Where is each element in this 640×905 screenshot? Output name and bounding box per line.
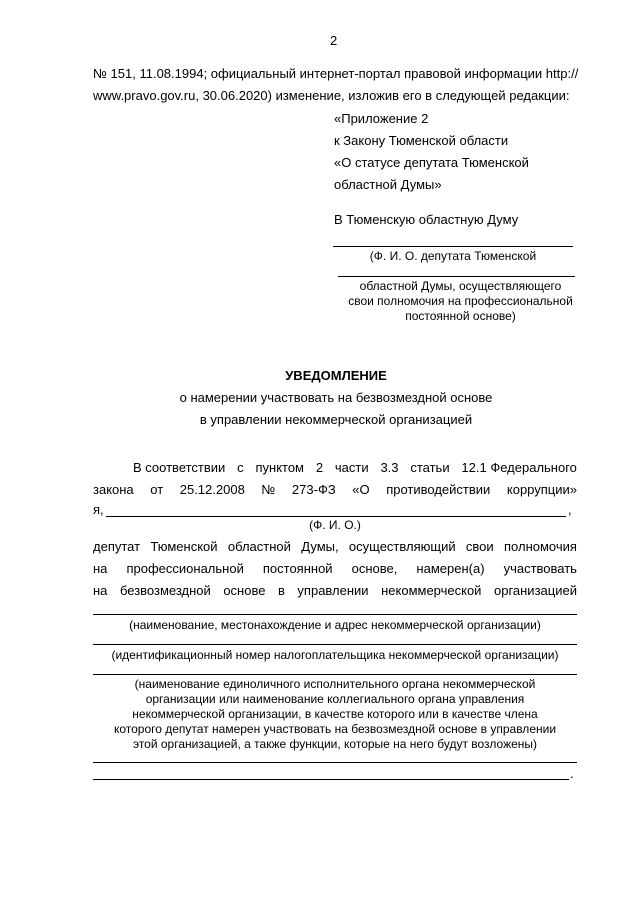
addressee-line: В Тюменскую областную Думу: [334, 212, 519, 227]
body-word: участвовать: [503, 561, 577, 576]
body-word: основе,: [351, 561, 398, 576]
org-body-caption-2: организации или наименование коллегиального органа управления: [145, 692, 525, 706]
intro-line-2: www.pravo.gov.ru, 30.06.2020) изменение, изложив его в следующей редакции:: [93, 88, 570, 103]
body-word: противодействии: [386, 482, 491, 497]
org-inn-caption: (идентификационный номер налогоплательщика некоммерческой организации): [111, 648, 559, 662]
body-word: Думы,: [301, 539, 339, 554]
body-word: статьи: [410, 460, 450, 475]
org-name-caption: (наименование, местонахождение и адрес некоммерческой организации): [129, 618, 541, 632]
body-word: областной: [227, 539, 291, 554]
body-word: с: [237, 460, 244, 475]
body-word: на: [93, 583, 108, 598]
body-word: В соответствии: [133, 460, 226, 475]
notice-subtitle-1: о намерении участвовать на безвозмездной основе: [179, 390, 493, 405]
notice-title: УВЕДОМЛЕНИЕ: [285, 368, 387, 383]
deputy-name-line-2: [338, 276, 575, 277]
intro-line-1: № 151, 11.08.1994; официальный интернет-портал правовой информации http://: [93, 66, 579, 81]
body-word: постоянной: [262, 561, 333, 576]
deputy-name-line: [333, 246, 573, 247]
notice-subtitle-2: в управлении некоммерческой организацией: [199, 412, 473, 427]
body-word: профессиональной: [126, 561, 244, 576]
body-line-2: [93, 482, 577, 498]
body-word: намерен(а): [416, 561, 485, 576]
addressee-caption-4: постоянной основе): [405, 309, 516, 323]
body-word: некоммерческой: [381, 583, 482, 598]
blank-line-2: [93, 779, 569, 780]
org-body-caption-4: которого депутат намерен участвовать на безвозмездной основе в управлении: [113, 722, 557, 736]
blank-line-1: [93, 762, 577, 763]
body-word: депутат: [93, 539, 141, 554]
body-word: №: [261, 482, 276, 497]
fio-caption: (Ф. И. О.): [309, 518, 361, 532]
body-word: 12.1 Федерального: [461, 460, 577, 475]
body-word: в: [277, 583, 285, 598]
appendix-line-2: к Закону Тюменской области: [334, 133, 509, 148]
body-line-3: [93, 539, 577, 555]
body-line-4: [93, 561, 577, 577]
body-word: безвозмездной: [119, 583, 211, 598]
addressee-caption-1: (Ф. И. О. депутата Тюменской: [369, 249, 537, 263]
body-word: свои: [465, 539, 494, 554]
body-word: 2: [315, 460, 324, 475]
body-word: пунктом: [255, 460, 304, 475]
body-word: на: [93, 561, 108, 576]
body-word: коррупции»: [506, 482, 577, 497]
body-word: осуществляющий: [348, 539, 456, 554]
body-word: 25.12.2008: [179, 482, 245, 497]
body-word: Тюменской: [150, 539, 218, 554]
page-number: 2: [330, 33, 338, 48]
addressee-caption-3: свои полномочия на профессиональной: [348, 294, 573, 308]
body-word: от: [150, 482, 164, 497]
org-body-caption-5: этой организацией, а также функции, которые на него будут возложены): [132, 737, 538, 751]
body-word: 273-ФЗ: [291, 482, 336, 497]
appendix-line-3: «О статусе депутата Тюменской: [334, 155, 529, 170]
body-line-1: [133, 460, 577, 476]
body-word: 3.3: [380, 460, 399, 475]
body-word: полномочия: [504, 539, 577, 554]
end-period: .: [570, 766, 574, 781]
body-word: основе: [223, 583, 266, 598]
org-body-line: [93, 674, 577, 675]
body-word: «О: [352, 482, 370, 497]
appendix-line-4: областной Думы»: [334, 177, 442, 192]
org-name-line: [93, 614, 577, 615]
ya-label: я,: [93, 502, 104, 517]
org-inn-line: [93, 644, 577, 645]
body-line-5: [93, 583, 577, 599]
body-word: управлении: [297, 583, 369, 598]
body-word: закона: [93, 482, 134, 497]
addressee-caption-2: областной Думы, осуществляющего: [359, 279, 562, 293]
fio-comma: ,: [568, 502, 572, 517]
appendix-line-1: «Приложение 2: [334, 111, 429, 126]
org-body-caption-3: некоммерческой организации, в качестве которого или в качестве члена: [132, 707, 538, 721]
body-word: организацией: [493, 583, 577, 598]
org-body-caption-1: (наименование единоличного исполнительного органа некоммерческой: [134, 677, 536, 691]
body-word: части: [334, 460, 369, 475]
fio-line: [106, 516, 566, 517]
